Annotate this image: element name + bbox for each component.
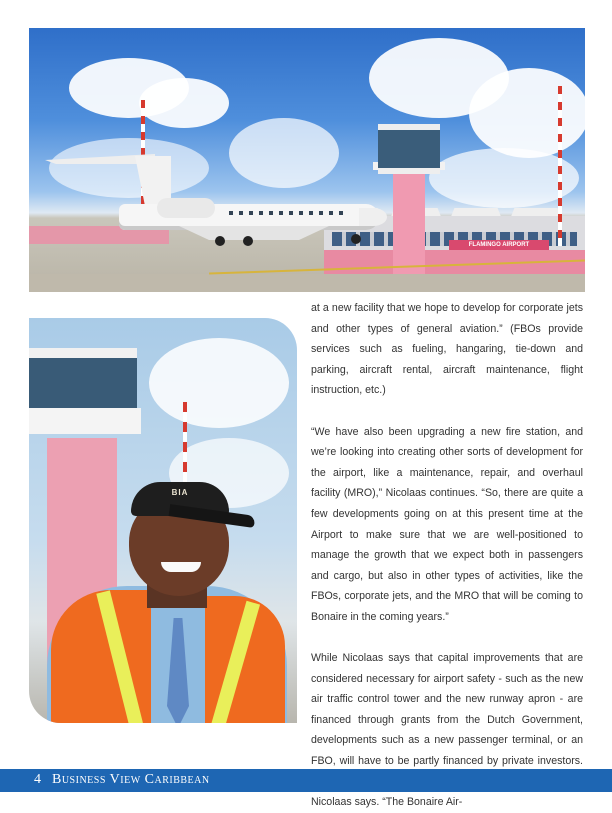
article-paragraph: at a new facility that we hope to develop for corporate jets and other types of general aviation.” (FBOs provide services such as fueling, hangaring, tie-down and parking, aircraft rental, aircraft maintenance, flight instruction, etc.) [311, 302, 583, 397]
control-tower [393, 168, 425, 274]
cap-logo: BIA [171, 488, 189, 497]
airport-sign: FLAMINGO AIRPORT [449, 240, 549, 250]
article-paragraph: “We have also been upgrading a new fire station, and we’re looking into creating other sorts of development for the airport, like a maintenance, repair, and overhaul facility (MRO),” Nicolaas continues. “So, there are quite a few developments going on at this present time at the Airport to make sure that we are well-positioned to manage the growth that we expect both in passengers and cargo, but also in other types of activities, like the FBOs, corporate jets, and the MRO that will be coming to Bonaire in the coming years.” [311, 425, 583, 623]
airport-apron-photo [29, 28, 585, 292]
airport-staff-portrait [29, 318, 297, 723]
publication-name: Business View Caribbean [52, 772, 210, 787]
page-number: 4 [34, 772, 41, 787]
article-body [311, 298, 583, 813]
page-footer [0, 769, 612, 792]
article-paragraph: While Nicolaas says that capital improvements that are considered necessary for airport safety - such as the new air traffic control tower and the new runway apron - are financed through grants from the Dutch Government, developments such as a new passenger terminal, or an FBO, will have to be partly financed by private investors. Nicolaas says. “The Bonaire Air- [311, 652, 583, 809]
